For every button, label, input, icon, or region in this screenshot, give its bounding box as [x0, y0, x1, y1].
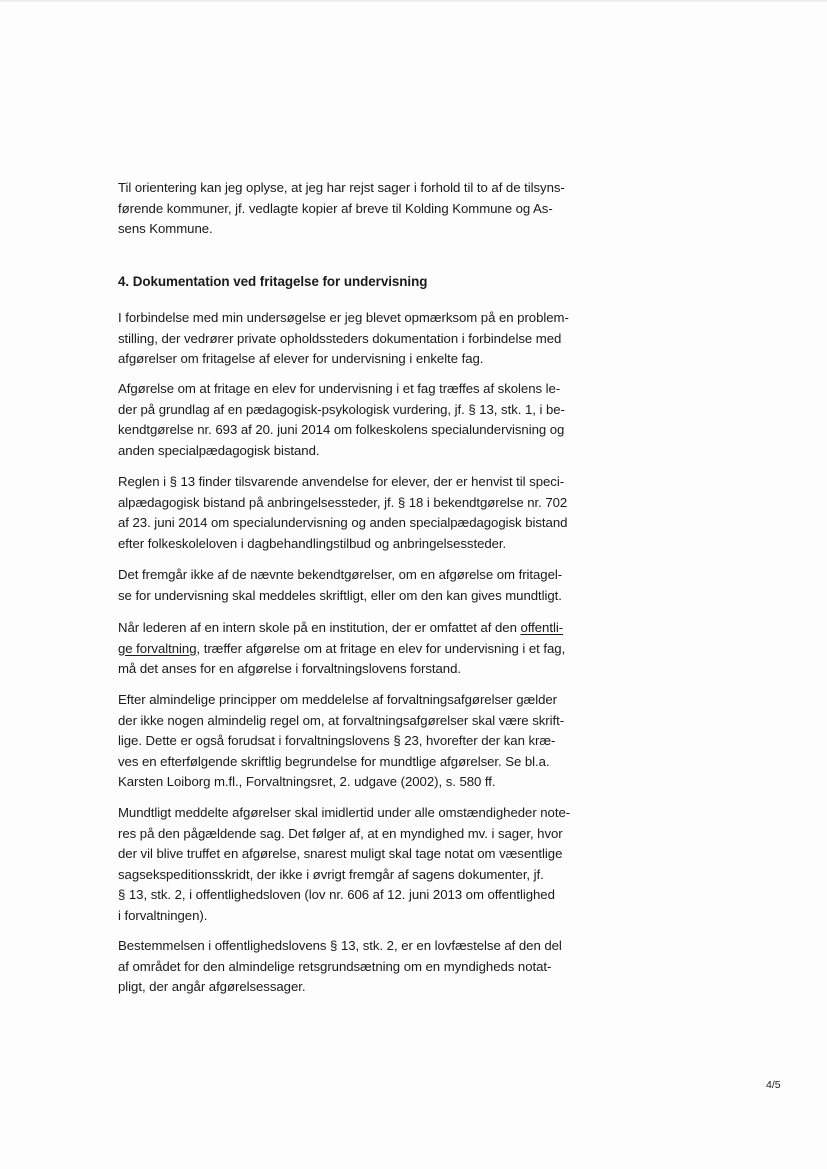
- scan-edge: [0, 0, 827, 3]
- text-line: se for undervisning skal meddeles skriftligt, eller om den kan gives mundtligt.: [118, 587, 562, 603]
- text-line: res på den pågældende sag. Det følger af, at en myndighed mv. i sager, hvor: [118, 825, 563, 841]
- text-line: stilling, der vedrører private opholdssteders dokumentation i forbindelse med: [118, 330, 562, 346]
- text-line: af 23. juni 2014 om specialundervisning og anden specialpædagogisk bistand: [118, 515, 568, 531]
- intro-paragraph: [118, 178, 565, 240]
- text-line: Bestemmelsen i offentlighedslovens § 13, stk. 2, er en lovfæstelse af den del: [118, 938, 562, 953]
- text-line: førende kommuner, jf. vedlagte kopier af breve til Kolding Kommune og As-: [118, 200, 553, 216]
- paragraph: [118, 803, 570, 927]
- text-line: ves en efterfølgende skriftlig begrundelse for mundtlige afgørelser. Se bl.a.: [118, 753, 550, 769]
- text-line: Det fremgår ikke af de nævnte bekendtgørelser, om en afgørelse om fritagel-: [118, 567, 563, 582]
- text-segment: , træffer afgørelse om at fritage en elev for undervisning i et fag,: [196, 640, 566, 656]
- text-line: der vil blive truffet en afgørelse, snarest muligt skal tage notat om væsentlige: [118, 846, 563, 862]
- text-line: I forbindelse med min undersøgelse er jeg blevet opmærksom på en problem-: [118, 310, 569, 325]
- text-line: alpædagogisk bistand på anbringelsessteder, jf. § 18 i bekendtgørelse nr. 702: [118, 494, 568, 510]
- text-line: afgørelser om fritagelse af elever for undervisning i enkelte fag.: [118, 351, 484, 367]
- paragraph: [118, 690, 564, 793]
- text-line: kendtgørelse nr. 693 af 20. juni 2014 om folkeskolens specialundervisning og: [118, 422, 565, 438]
- text-line: pligt, der angår afgørelsessager.: [118, 979, 306, 995]
- text-line: Karsten Loiborg m.fl., Forvaltningsret, 2. udgave (2002), s. 580 ff.: [118, 774, 496, 790]
- text-line: i forvaltningen).: [118, 907, 208, 923]
- paragraph: [118, 472, 567, 554]
- section-heading: 4. Dokumentation ved fritagelse for undervisning: [118, 274, 428, 289]
- page-number: 4/5: [766, 1079, 781, 1091]
- text-line: lige. Dette er også forudsat i forvaltningslovens § 23, hvorefter der kan kræ-: [118, 733, 556, 749]
- paragraph: [118, 565, 562, 606]
- paragraph: [118, 308, 569, 370]
- paragraph: [118, 936, 562, 998]
- text-line: Mundtligt meddelte afgørelser skal imidlertid under alle omstændigheder note-: [118, 805, 571, 820]
- underlined-term: offentli-: [520, 620, 564, 635]
- text-line: anden specialpædagogisk bistand.: [118, 442, 320, 458]
- text-line: af området for den almindelige retsgrundsætning om en myndigheds notat-: [118, 958, 552, 974]
- text-line: der på grundlag af en pædagogisk-psykologisk vurdering, jf. § 13, stk. 1, i be-: [118, 401, 565, 417]
- text-line: [118, 618, 565, 639]
- text-line: [118, 639, 565, 660]
- text-line: Afgørelse om at fritage en elev for undervisning i et fag træffes af skolens le-: [118, 381, 561, 396]
- text-line: må det anses for en afgørelse i forvaltningslovens forstand.: [118, 661, 461, 677]
- text-line: der ikke nogen almindelig regel om, at forvaltningsafgørelser skal være skrift-: [118, 712, 565, 728]
- text-line: § 13, stk. 2, i offentlighedsloven (lov nr. 606 af 12. juni 2013 om offentlighed: [118, 887, 555, 903]
- text-line: Efter almindelige principper om meddelelse af forvaltningsafgørelser gælder: [118, 692, 557, 707]
- paragraph: [118, 379, 565, 461]
- underlined-term: ge forvaltning: [118, 640, 197, 656]
- text-line: Til orientering kan jeg oplyse, at jeg har rejst sager i forhold til to af de tilsyns-: [118, 180, 565, 195]
- text-line: sens Kommune.: [118, 221, 213, 237]
- text-line: efter folkeskoleloven i dagbehandlingstilbud og anbringelsessteder.: [118, 535, 507, 551]
- text-segment: Når lederen af en intern skole på en institution, der er omfattet af den: [118, 620, 521, 635]
- text-line: Reglen i § 13 finder tilsvarende anvendelse for elever, der er henvist til speci-: [118, 474, 565, 489]
- text-line: sagsekspeditionsskridt, der ikke i øvrigt fremgår af sagens dokumenter, jf.: [118, 866, 544, 882]
- paragraph: [118, 618, 565, 680]
